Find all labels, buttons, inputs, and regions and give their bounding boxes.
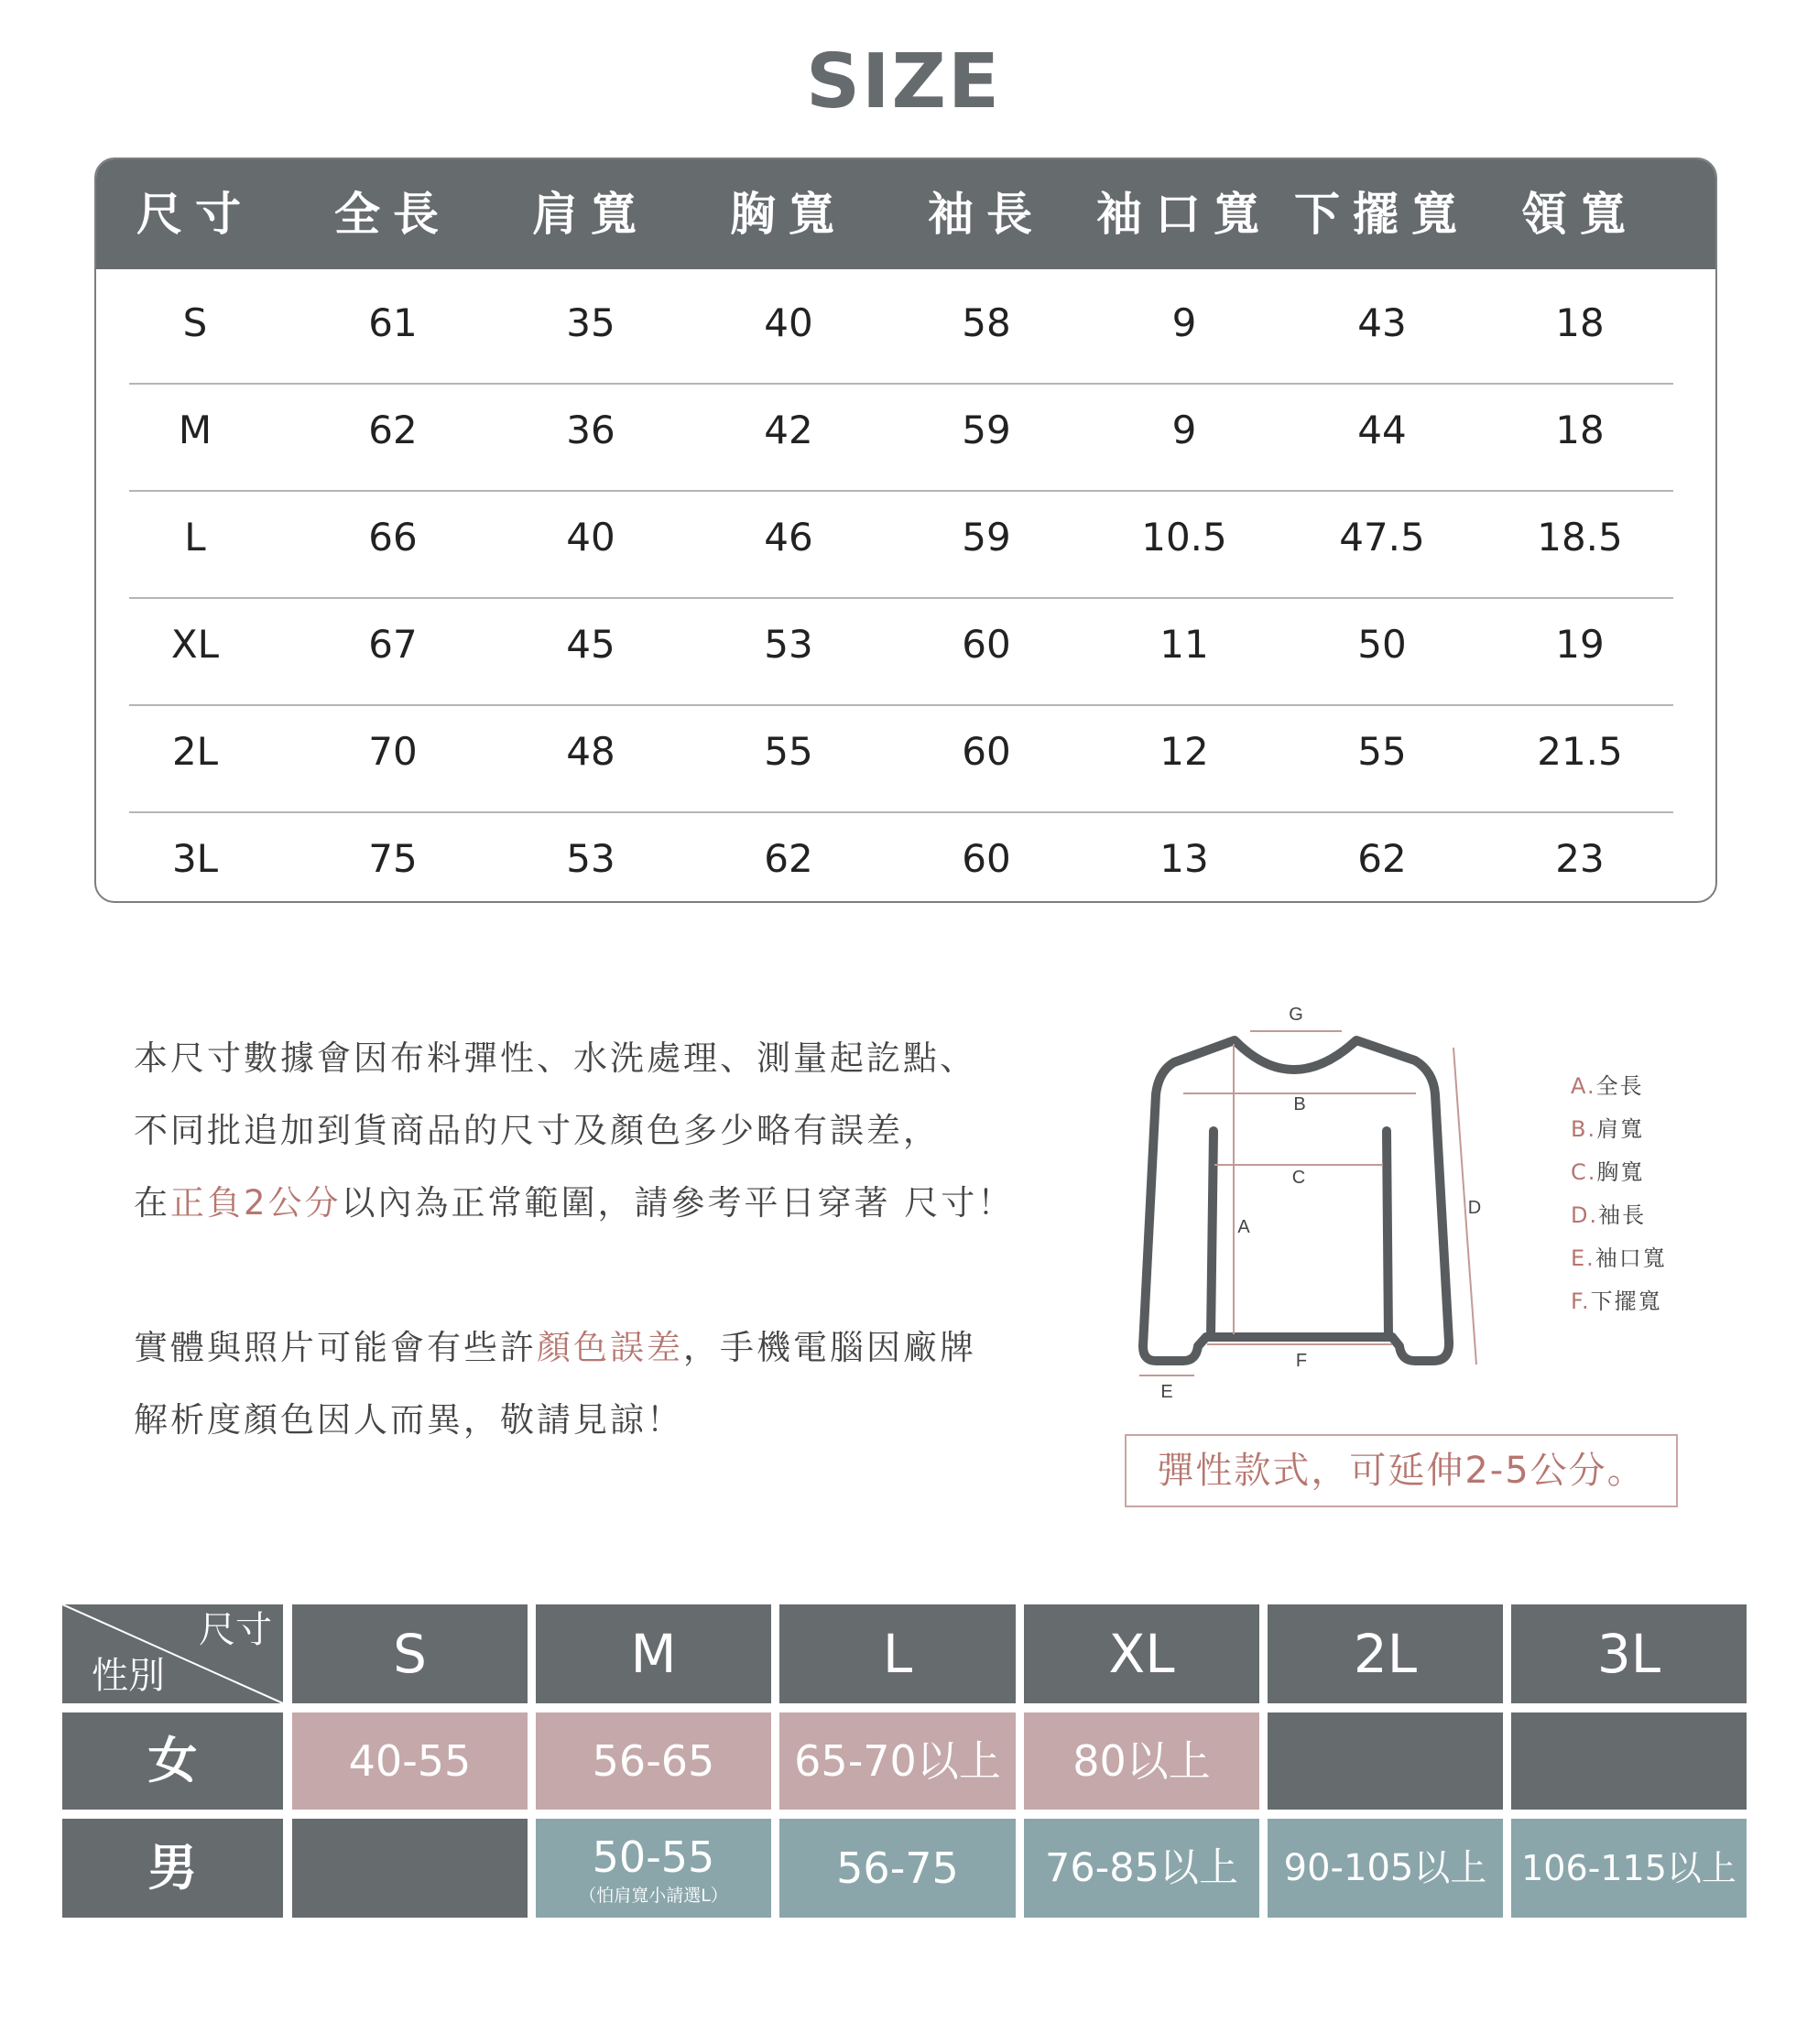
cell: 23 (1555, 836, 1605, 881)
table-row (96, 698, 1715, 805)
label-b: B (1293, 1094, 1306, 1114)
col-size-3l: 3L (1511, 1604, 1747, 1703)
cell: 9 (1171, 300, 1197, 345)
male-m (536, 1819, 771, 1918)
cell-size: 2L (171, 729, 219, 774)
cell: 75 (368, 836, 418, 881)
cell: 13 (1159, 836, 1209, 881)
cell: 40 (764, 300, 813, 345)
sweater-outline (1143, 1040, 1449, 1361)
cell: 9 (1171, 408, 1197, 452)
note-line-1: 本尺寸數據會因布料彈性、水洗處理、測量起訖點、 (134, 1038, 976, 1078)
cell-size: L (184, 515, 206, 560)
cell-size: 3L (171, 836, 219, 881)
male-m-note: （怕肩寬小請選L） (579, 1886, 728, 1906)
legend-item: B.肩寬 (1571, 1116, 1645, 1142)
cell: 11 (1159, 622, 1209, 667)
cell: 55 (1357, 729, 1407, 774)
corner-size-label: 尺寸 (199, 1609, 272, 1651)
cell: 50 (1357, 622, 1407, 667)
cell: 43 (1357, 300, 1407, 345)
col-size-m: M (536, 1604, 771, 1703)
female-m: 56-65 (536, 1712, 771, 1810)
col-size-xl: XL (1024, 1604, 1259, 1703)
label-d: D (1467, 1198, 1482, 1218)
cell: 40 (566, 515, 615, 560)
cell: 42 (764, 408, 813, 452)
note-text: ，手機電腦因廠牌 (683, 1328, 976, 1367)
col-size-l: L (779, 1604, 1016, 1703)
cell: 44 (1357, 408, 1407, 452)
cell: 60 (962, 729, 1011, 774)
cell: 70 (368, 729, 418, 774)
note-line-4 (134, 1320, 976, 1369)
header-size: 尺寸 (136, 188, 254, 241)
female-3l (1511, 1712, 1747, 1810)
stretch-note: 彈性款式，可延伸2-5公分。 (1125, 1434, 1678, 1507)
table-row (96, 591, 1715, 698)
row-label-female: 女 (62, 1712, 283, 1810)
male-3l: 106-115以上 (1511, 1819, 1747, 1918)
label-e: E (1160, 1382, 1173, 1401)
note-line-3 (134, 1175, 1014, 1224)
label-a: A (1237, 1217, 1250, 1237)
table-row (96, 376, 1715, 484)
cell: 47.5 (1339, 515, 1425, 560)
note-line-2: 不同批追加到貨商品的尺寸及顏色多少略有誤差， (134, 1111, 940, 1150)
note-text: 以內為正常範圍，請參考平日穿著 尺寸！ (341, 1183, 1015, 1223)
header-chest: 胸寬 (730, 188, 847, 241)
table-row (96, 805, 1715, 903)
legend-item: E.袖口寬 (1571, 1245, 1667, 1271)
legend-item: C.胸寬 (1571, 1159, 1645, 1185)
label-f: F (1295, 1351, 1308, 1371)
cell: 36 (566, 408, 615, 452)
cell: 35 (566, 300, 615, 345)
row-label-male: 男 (62, 1819, 283, 1918)
table-row (96, 269, 1715, 376)
cell: 18.5 (1537, 515, 1623, 560)
table-row (96, 484, 1715, 591)
cell: 48 (566, 729, 615, 774)
female-s: 40-55 (292, 1712, 528, 1810)
male-2l: 90-105以上 (1268, 1819, 1503, 1918)
cell: 53 (566, 836, 615, 881)
cell: 45 (566, 622, 615, 667)
male-xl: 76-85以上 (1024, 1819, 1259, 1918)
corner-gender-label: 性別 (92, 1655, 165, 1697)
cell: 60 (962, 836, 1011, 881)
header-hem: 下擺寬 (1294, 188, 1470, 241)
cell-size: M (178, 408, 212, 452)
header-length: 全長 (334, 188, 452, 241)
size-table-header (96, 159, 1715, 269)
cell: 10.5 (1141, 515, 1227, 560)
page-title: SIZE (805, 38, 1002, 125)
cell: 67 (368, 622, 418, 667)
note-text: 實體與照片可能會有些許 (134, 1328, 537, 1367)
note-line-5: 解析度顏色因人而異，敬請見諒！ (134, 1400, 683, 1440)
cell: 53 (764, 622, 813, 667)
cell: 18 (1555, 408, 1605, 452)
note-highlight: 顏色誤差 (537, 1328, 683, 1367)
note-text: 在 (134, 1183, 170, 1223)
female-xl: 80以上 (1024, 1712, 1259, 1810)
male-l: 56-75 (779, 1819, 1016, 1918)
cell: 21.5 (1537, 729, 1623, 774)
measure-lines (1139, 1031, 1476, 1375)
corner-cell (62, 1604, 283, 1703)
cell: 46 (764, 515, 813, 560)
legend-item: A.全長 (1571, 1073, 1644, 1099)
col-size-s: S (292, 1604, 528, 1703)
header-sleeve: 袖長 (928, 188, 1045, 241)
cell-size: S (182, 300, 208, 345)
cell: 59 (962, 408, 1011, 452)
size-table (94, 158, 1717, 903)
cell: 66 (368, 515, 418, 560)
male-m-value: 50-55 (592, 1832, 715, 1882)
header-shoulder: 肩寬 (532, 188, 649, 241)
male-s (292, 1819, 528, 1918)
legend-item: F.下擺寬 (1571, 1288, 1662, 1314)
cell: 58 (962, 300, 1011, 345)
label-c: C (1291, 1168, 1306, 1188)
cell: 62 (1357, 836, 1407, 881)
cell: 59 (962, 515, 1011, 560)
cell: 62 (368, 408, 418, 452)
garment-diagram (1122, 998, 1507, 1401)
cell-size: XL (170, 622, 220, 667)
cell: 61 (368, 300, 418, 345)
header-collar: 領寬 (1521, 188, 1638, 241)
cell: 60 (962, 622, 1011, 667)
cell: 19 (1555, 622, 1605, 667)
cell: 18 (1555, 300, 1605, 345)
header-cuff: 袖口寬 (1096, 188, 1272, 241)
female-2l (1268, 1712, 1503, 1810)
note-highlight: 正負2公分 (170, 1183, 342, 1223)
cell: 62 (764, 836, 813, 881)
legend-item: D.袖長 (1571, 1202, 1647, 1228)
cell: 12 (1159, 729, 1209, 774)
cell: 55 (764, 729, 813, 774)
col-size-2l: 2L (1268, 1604, 1503, 1703)
label-g: G (1289, 1005, 1303, 1025)
female-l: 65-70以上 (779, 1712, 1016, 1810)
